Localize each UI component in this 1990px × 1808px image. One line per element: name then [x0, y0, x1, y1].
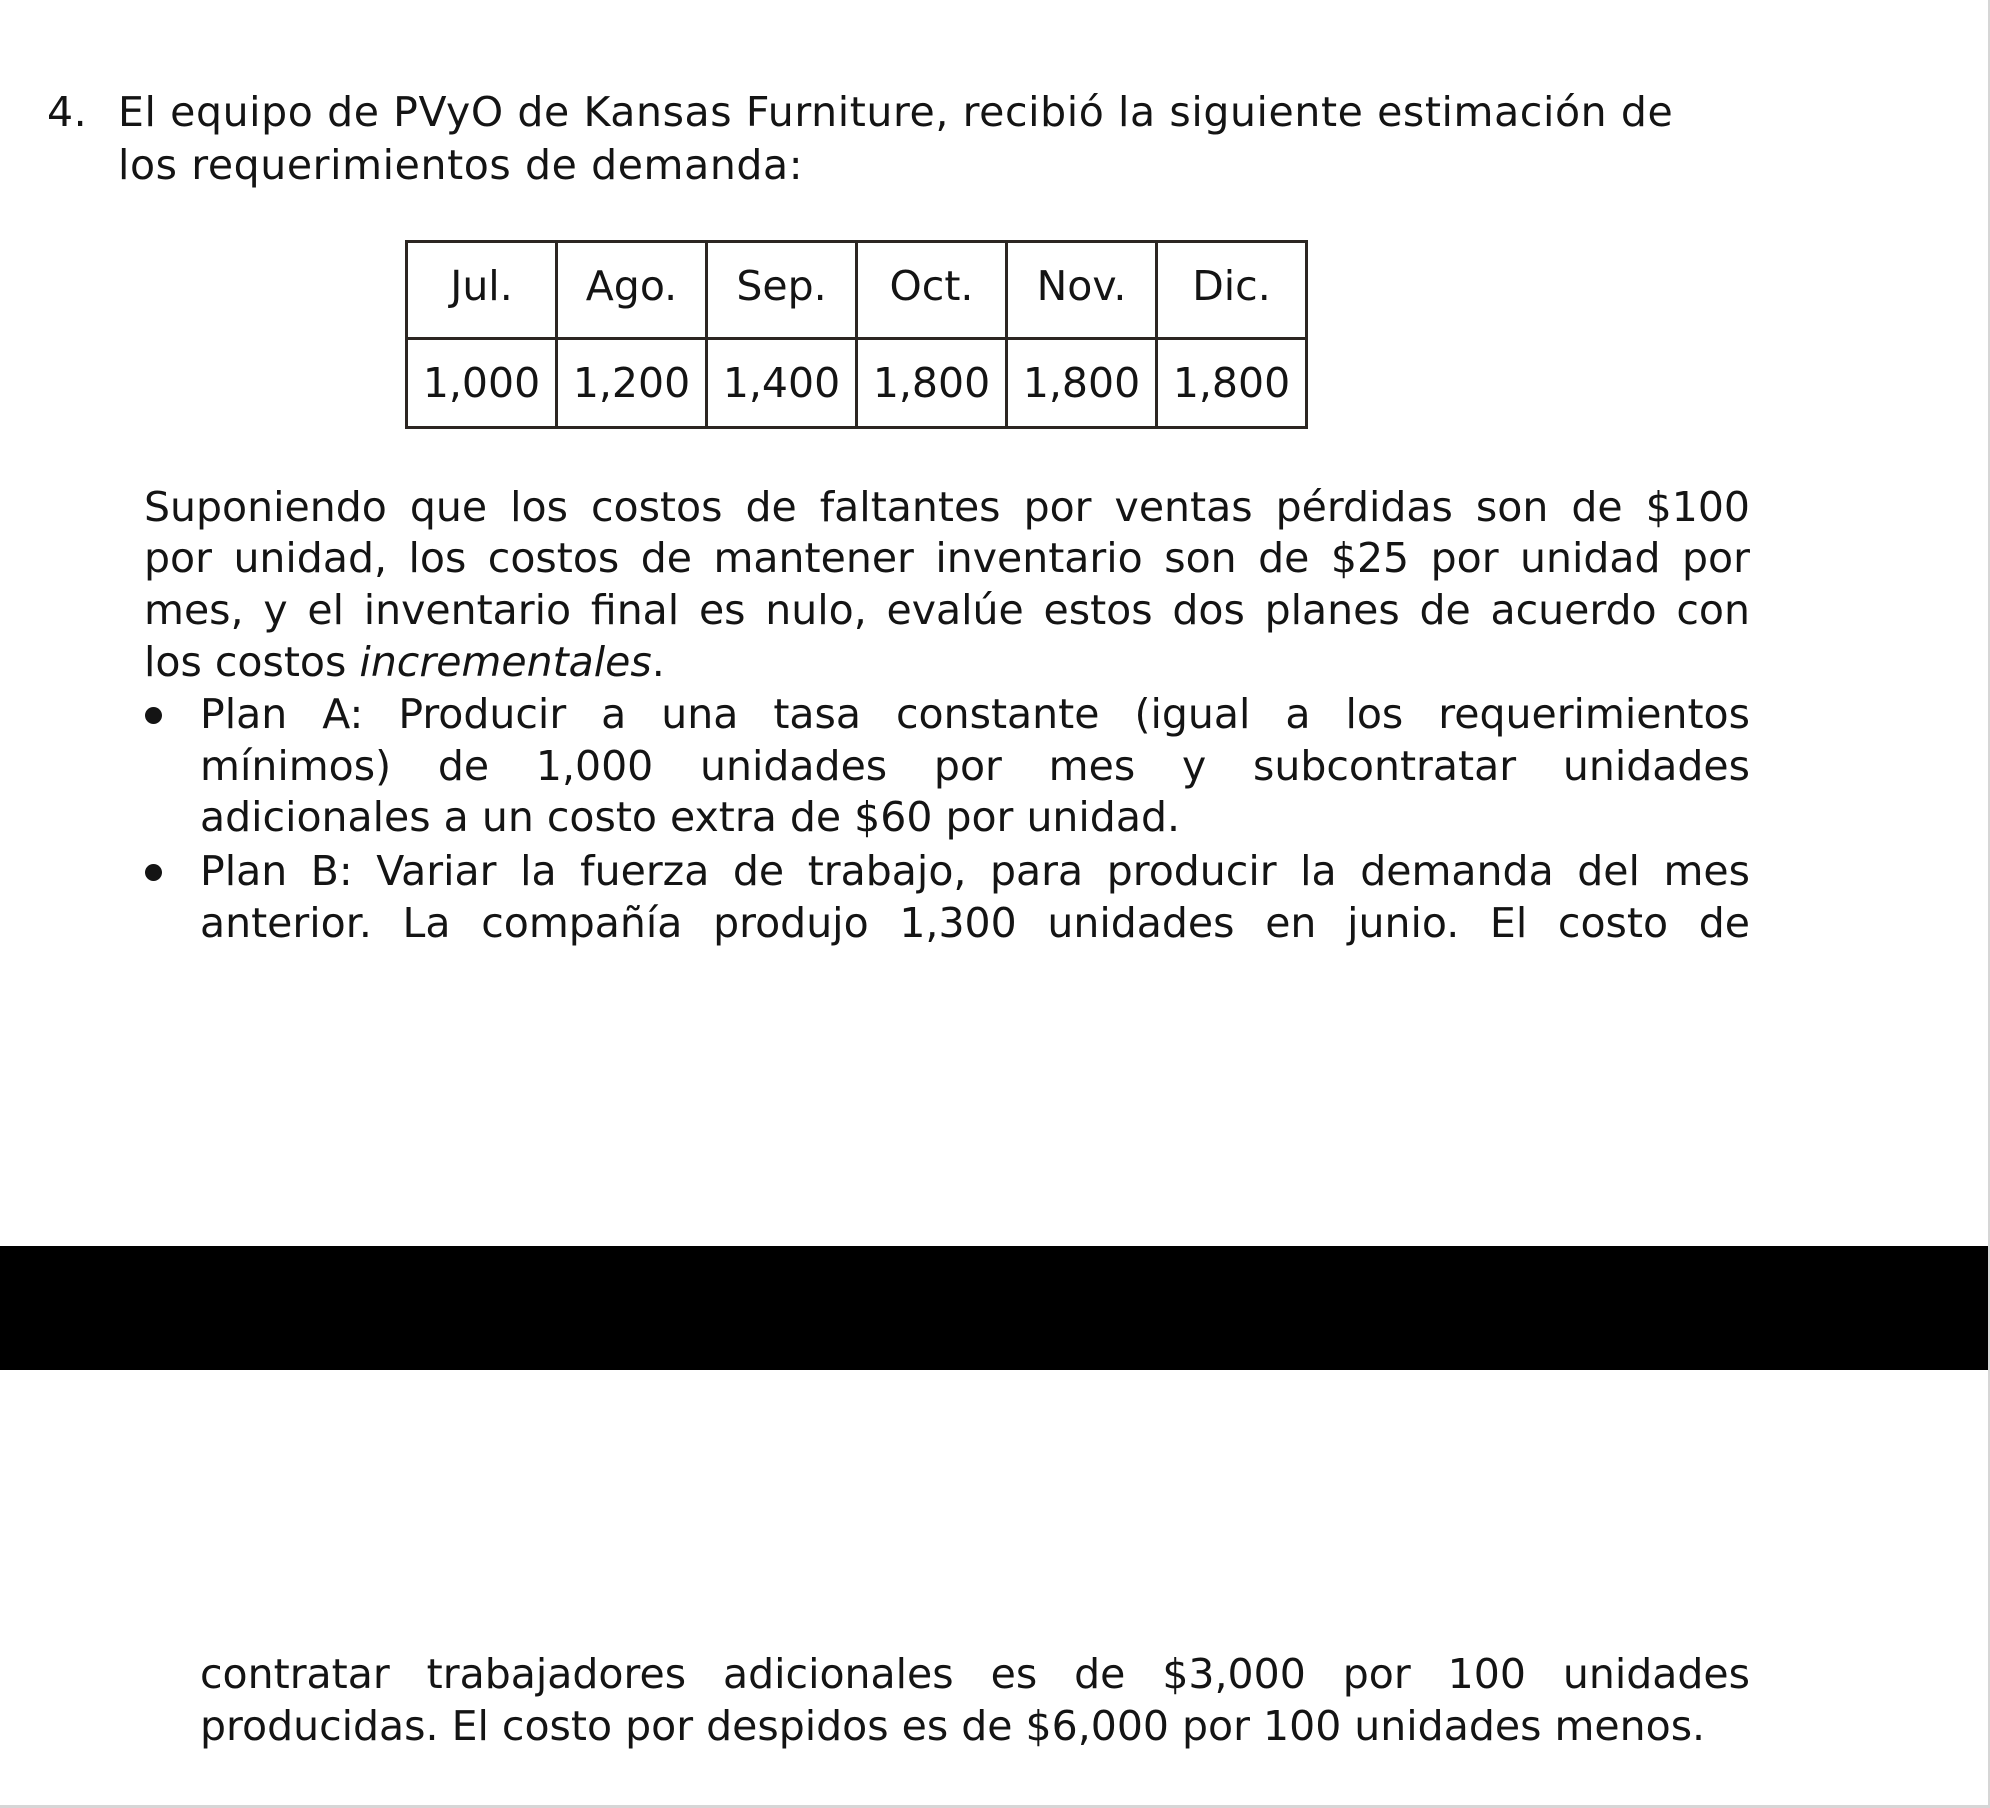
- plan-b-line-1: Plan B: Variar la fuerza de trabajo, para producir la demanda del mes: [200, 847, 1750, 895]
- plan-b-line-3: contratar trabajadores adicionales es de $3,000 por 100 unidades: [200, 1650, 1750, 1698]
- bullet-dot-icon: [145, 707, 162, 724]
- table-header-cell: Nov.: [1007, 242, 1157, 339]
- plan-a-line-3: adicionales a un costo extra de $60 por unidad.: [200, 793, 1181, 841]
- plan-a-line-2: mínimos) de 1,000 unidades por mes y subcontratar unidades: [200, 742, 1750, 790]
- table-header-cell: Dic.: [1157, 242, 1307, 339]
- question-text-line-1: El equipo de PVyO de Kansas Furniture, recibió la siguiente estimación de: [118, 88, 1674, 136]
- table-header-cell: Oct.: [857, 242, 1007, 339]
- table-header-cell: Jul.: [407, 242, 557, 339]
- paragraph-line-1: Suponiendo que los costos de faltantes por ventas pérdidas son de $100: [144, 483, 1750, 531]
- table-cell: 1,800: [1157, 339, 1307, 428]
- table-cell: 1,200: [557, 339, 707, 428]
- question-number: 4.: [47, 88, 88, 136]
- table-row: [407, 339, 1307, 428]
- paragraph-italic-word: incrementales: [359, 638, 652, 686]
- table-header-cell: Ago.: [557, 242, 707, 339]
- plan-b-line-4: producidas. El costo por despidos es de $6,000 por 100 unidades menos.: [200, 1702, 1706, 1750]
- plan-a-line-1: Plan A: Producir a una tasa constante (igual a los requerimientos: [200, 690, 1750, 738]
- table-cell: 1,800: [857, 339, 1007, 428]
- redaction-bar: [0, 1246, 1990, 1370]
- paragraph-line-4-suffix: .: [651, 638, 665, 686]
- plan-b-line-2: anterior. La compañía produjo 1,300 unidades en junio. El costo de: [200, 899, 1750, 947]
- question-text-line-2: los requerimientos de demanda:: [118, 141, 804, 189]
- table-cell: 1,400: [707, 339, 857, 428]
- demand-table: [405, 240, 1308, 429]
- paragraph-line-2: por unidad, los costos de mantener inventario son de $25 por unidad por: [144, 534, 1750, 582]
- table-header-cell: Sep.: [707, 242, 857, 339]
- table-header-row: [407, 242, 1307, 339]
- bullet-dot-icon: [145, 864, 162, 881]
- paragraph-line-4-prefix: los costos: [144, 638, 360, 686]
- table-cell: 1,800: [1007, 339, 1157, 428]
- paragraph-line-3: mes, y el inventario final es nulo, evalúe estos dos planes de acuerdo con: [144, 586, 1750, 634]
- paragraph-line-4: [144, 638, 1750, 686]
- table-cell: 1,000: [407, 339, 557, 428]
